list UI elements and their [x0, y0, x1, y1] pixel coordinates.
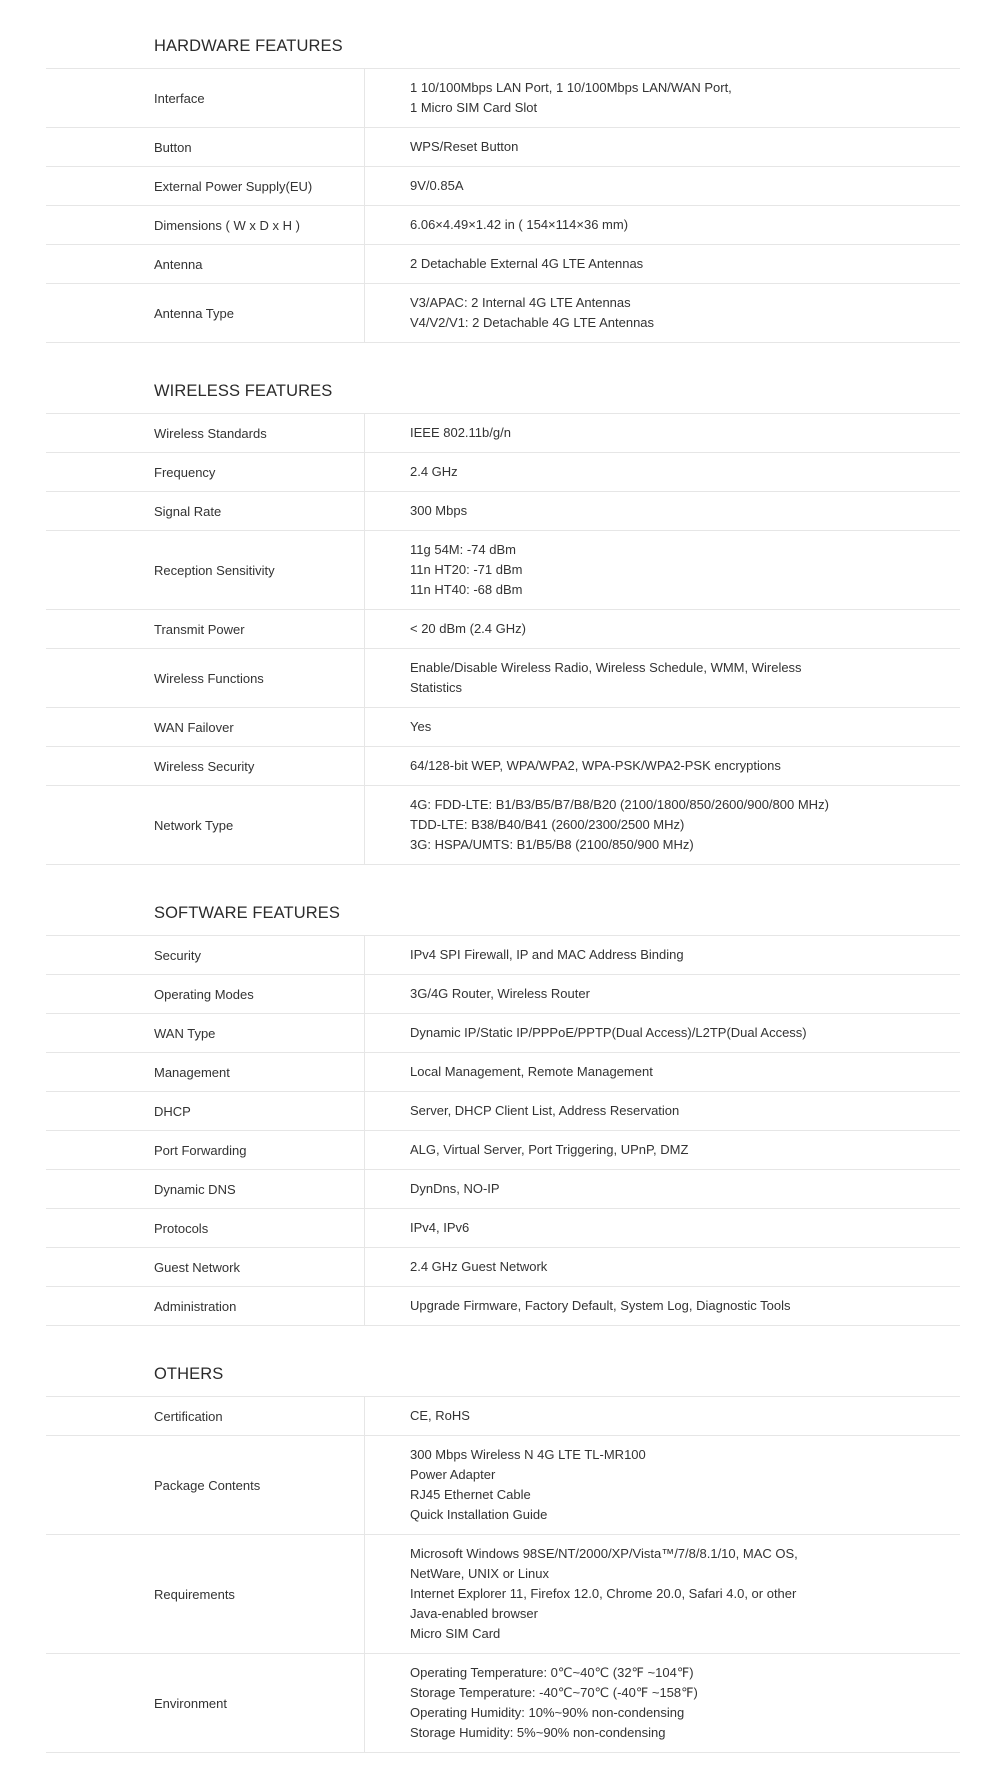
spec-value-line: 300 Mbps	[410, 503, 468, 518]
spec-label: Interface	[46, 69, 365, 127]
spec-value	[365, 531, 960, 609]
spec-label: Guest Network	[46, 1248, 365, 1286]
spec-value-line: NetWare, UNIX or Linux	[410, 1566, 549, 1581]
spec-value	[365, 1535, 960, 1653]
spec-value-line: Upgrade Firmware, Factory Default, System Log, Diagnostic Tools	[410, 1298, 791, 1313]
spec-value-line: 2 Detachable External 4G LTE Antennas	[410, 256, 644, 271]
spec-row	[46, 1131, 960, 1170]
spec-label: Operating Modes	[46, 975, 365, 1013]
spec-value-line: IPv4, IPv6	[410, 1220, 470, 1235]
spec-value-line: Storage Humidity: 5%~90% non-condensing	[410, 1725, 666, 1740]
spec-section	[46, 377, 960, 865]
spec-table	[46, 1396, 960, 1753]
spec-row	[46, 245, 960, 284]
spec-table	[46, 935, 960, 1326]
spec-row	[46, 936, 960, 975]
spec-value	[365, 1014, 960, 1052]
spec-value	[365, 708, 960, 746]
spec-row	[46, 708, 960, 747]
spec-row	[46, 206, 960, 245]
section-title: OTHERS	[154, 1365, 224, 1383]
spec-row	[46, 975, 960, 1014]
spec-value-line: 11n HT20: -71 dBm	[410, 562, 523, 577]
spec-section	[46, 1360, 960, 1753]
spec-label: DHCP	[46, 1092, 365, 1130]
spec-label: WAN Type	[46, 1014, 365, 1052]
spec-value	[365, 128, 960, 166]
spec-row	[46, 610, 960, 649]
spec-row	[46, 167, 960, 206]
spec-value	[365, 1053, 960, 1091]
spec-value-line: 300 Mbps Wireless N 4G LTE TL-MR100	[410, 1447, 646, 1462]
spec-value-line: Dynamic IP/Static IP/PPPoE/PPTP(Dual Access)/L2TP(Dual Access)	[410, 1025, 807, 1040]
spec-row	[46, 1436, 960, 1535]
spec-value-line: 11n HT40: -68 dBm	[410, 582, 523, 597]
spec-row	[46, 453, 960, 492]
spec-value	[365, 649, 960, 707]
section-title: HARDWARE FEATURES	[154, 37, 343, 55]
spec-value	[365, 1436, 960, 1534]
spec-value-line: 2.4 GHz	[410, 464, 458, 479]
spec-value-line: Local Management, Remote Management	[410, 1064, 653, 1079]
spec-row	[46, 1053, 960, 1092]
spec-value-line: Enable/Disable Wireless Radio, Wireless Schedule, WMM, Wireless	[410, 660, 802, 675]
section-title: SOFTWARE FEATURES	[154, 904, 340, 922]
spec-label: Environment	[46, 1654, 365, 1752]
spec-label: Wireless Security	[46, 747, 365, 785]
spec-value	[365, 1287, 960, 1325]
spec-value	[365, 975, 960, 1013]
spec-row	[46, 1170, 960, 1209]
spec-row	[46, 1092, 960, 1131]
spec-row	[46, 1397, 960, 1436]
section-title: WIRELESS FEATURES	[154, 382, 333, 400]
spec-row	[46, 69, 960, 128]
spec-value	[365, 1131, 960, 1169]
spec-value-line: 1 10/100Mbps LAN Port, 1 10/100Mbps LAN/WAN Port,	[410, 80, 732, 95]
spec-value-line: WPS/Reset Button	[410, 139, 519, 154]
spec-row	[46, 1209, 960, 1248]
spec-value	[365, 1248, 960, 1286]
spec-row	[46, 1014, 960, 1053]
spec-value	[365, 610, 960, 648]
spec-value-line: CE, RoHS	[410, 1408, 470, 1423]
spec-label: Dynamic DNS	[46, 1170, 365, 1208]
spec-label: Button	[46, 128, 365, 166]
spec-value-line: 1 Micro SIM Card Slot	[410, 100, 538, 115]
spec-value-line: 3G: HSPA/UMTS: B1/B5/B8 (2100/850/900 MHz)	[410, 837, 694, 852]
spec-value-line: < 20 dBm (2.4 GHz)	[410, 621, 526, 636]
spec-value-line: Storage Temperature: -40℃~70℃ (-40℉ ~158℉)	[410, 1685, 698, 1700]
spec-row	[46, 531, 960, 610]
spec-value-line: TDD-LTE: B38/B40/B41 (2600/2300/2500 MHz)	[410, 817, 685, 832]
spec-value-line: 9V/0.85A	[410, 178, 464, 193]
spec-row	[46, 284, 960, 343]
spec-value	[365, 284, 960, 342]
spec-label: Network Type	[46, 786, 365, 864]
spec-value	[365, 1654, 960, 1752]
spec-label: Antenna Type	[46, 284, 365, 342]
spec-label: Dimensions ( W x D x H )	[46, 206, 365, 244]
spec-value-line: 64/128-bit WEP, WPA/WPA2, WPA-PSK/WPA2-PSK encryptions	[410, 758, 781, 773]
spec-label: External Power Supply(EU)	[46, 167, 365, 205]
spec-value	[365, 1092, 960, 1130]
spec-value	[365, 453, 960, 491]
spec-label: Requirements	[46, 1535, 365, 1653]
spec-value	[365, 414, 960, 452]
spec-value-line: Java-enabled browser	[410, 1606, 538, 1621]
spec-label: Administration	[46, 1287, 365, 1325]
spec-row	[46, 1654, 960, 1753]
spec-row	[46, 492, 960, 531]
spec-value-line: Power Adapter	[410, 1467, 496, 1482]
spec-value	[365, 1209, 960, 1247]
spec-label: Wireless Standards	[46, 414, 365, 452]
spec-label: Frequency	[46, 453, 365, 491]
spec-value-line: IEEE 802.11b/g/n	[410, 425, 511, 440]
spec-value-line: 11g 54M: -74 dBm	[410, 542, 516, 557]
spec-value-line: Statistics	[410, 680, 463, 695]
spec-value-line: DynDns, NO-IP	[410, 1181, 500, 1196]
spec-label: WAN Failover	[46, 708, 365, 746]
spec-label: Security	[46, 936, 365, 974]
spec-value-line: Micro SIM Card	[410, 1626, 501, 1641]
spec-value-line: ALG, Virtual Server, Port Triggering, UPnP, DMZ	[410, 1142, 689, 1157]
spec-table	[46, 413, 960, 865]
spec-label: Management	[46, 1053, 365, 1091]
spec-value	[365, 206, 960, 244]
spec-row	[46, 1287, 960, 1326]
spec-label: Transmit Power	[46, 610, 365, 648]
spec-value	[365, 786, 960, 864]
spec-value	[365, 69, 960, 127]
spec-value	[365, 167, 960, 205]
spec-value-line: Internet Explorer 11, Firefox 12.0, Chrome 20.0, Safari 4.0, or other	[410, 1586, 797, 1601]
spec-value-line: 3G/4G Router, Wireless Router	[410, 986, 590, 1001]
spec-value	[365, 492, 960, 530]
spec-row	[46, 786, 960, 865]
spec-value-line: IPv4 SPI Firewall, IP and MAC Address Binding	[410, 947, 684, 962]
spec-section	[46, 899, 960, 1326]
spec-label: Reception Sensitivity	[46, 531, 365, 609]
spec-row	[46, 414, 960, 453]
spec-value-line: Quick Installation Guide	[410, 1507, 548, 1522]
spec-value-line: 6.06×4.49×1.42 in ( 154×114×36 mm)	[410, 217, 629, 232]
spec-label: Certification	[46, 1397, 365, 1435]
spec-row	[46, 747, 960, 786]
spec-section	[46, 32, 960, 343]
spec-label: Port Forwarding	[46, 1131, 365, 1169]
spec-label: Signal Rate	[46, 492, 365, 530]
spec-value-line: V3/APAC: 2 Internal 4G LTE Antennas	[410, 295, 631, 310]
spec-value-line: Yes	[410, 719, 432, 734]
spec-value	[365, 936, 960, 974]
spec-value	[365, 1170, 960, 1208]
spec-value	[365, 747, 960, 785]
spec-row	[46, 649, 960, 708]
spec-label: Package Contents	[46, 1436, 365, 1534]
spec-row	[46, 1535, 960, 1654]
spec-label: Antenna	[46, 245, 365, 283]
spec-value-line: Microsoft Windows 98SE/NT/2000/XP/Vista™/7/8/8.1/10, MAC OS,	[410, 1546, 798, 1561]
spec-value-line: V4/V2/V1: 2 Detachable 4G LTE Antennas	[410, 315, 655, 330]
spec-value-line: RJ45 Ethernet Cable	[410, 1487, 531, 1502]
spec-label: Protocols	[46, 1209, 365, 1247]
spec-value	[365, 1397, 960, 1435]
spec-table	[46, 68, 960, 343]
spec-value-line: 2.4 GHz Guest Network	[410, 1259, 548, 1274]
spec-value-line: Operating Temperature: 0℃~40℃ (32℉ ~104℉)	[410, 1665, 694, 1680]
spec-value-line: Server, DHCP Client List, Address Reservation	[410, 1103, 680, 1118]
spec-row	[46, 1248, 960, 1287]
spec-value	[365, 245, 960, 283]
spec-label: Wireless Functions	[46, 649, 365, 707]
spec-value-line: Operating Humidity: 10%~90% non-condensing	[410, 1705, 685, 1720]
spec-row	[46, 128, 960, 167]
spec-value-line: 4G: FDD-LTE: B1/B3/B5/B7/B8/B20 (2100/1800/850/2600/900/800 MHz)	[410, 797, 829, 812]
